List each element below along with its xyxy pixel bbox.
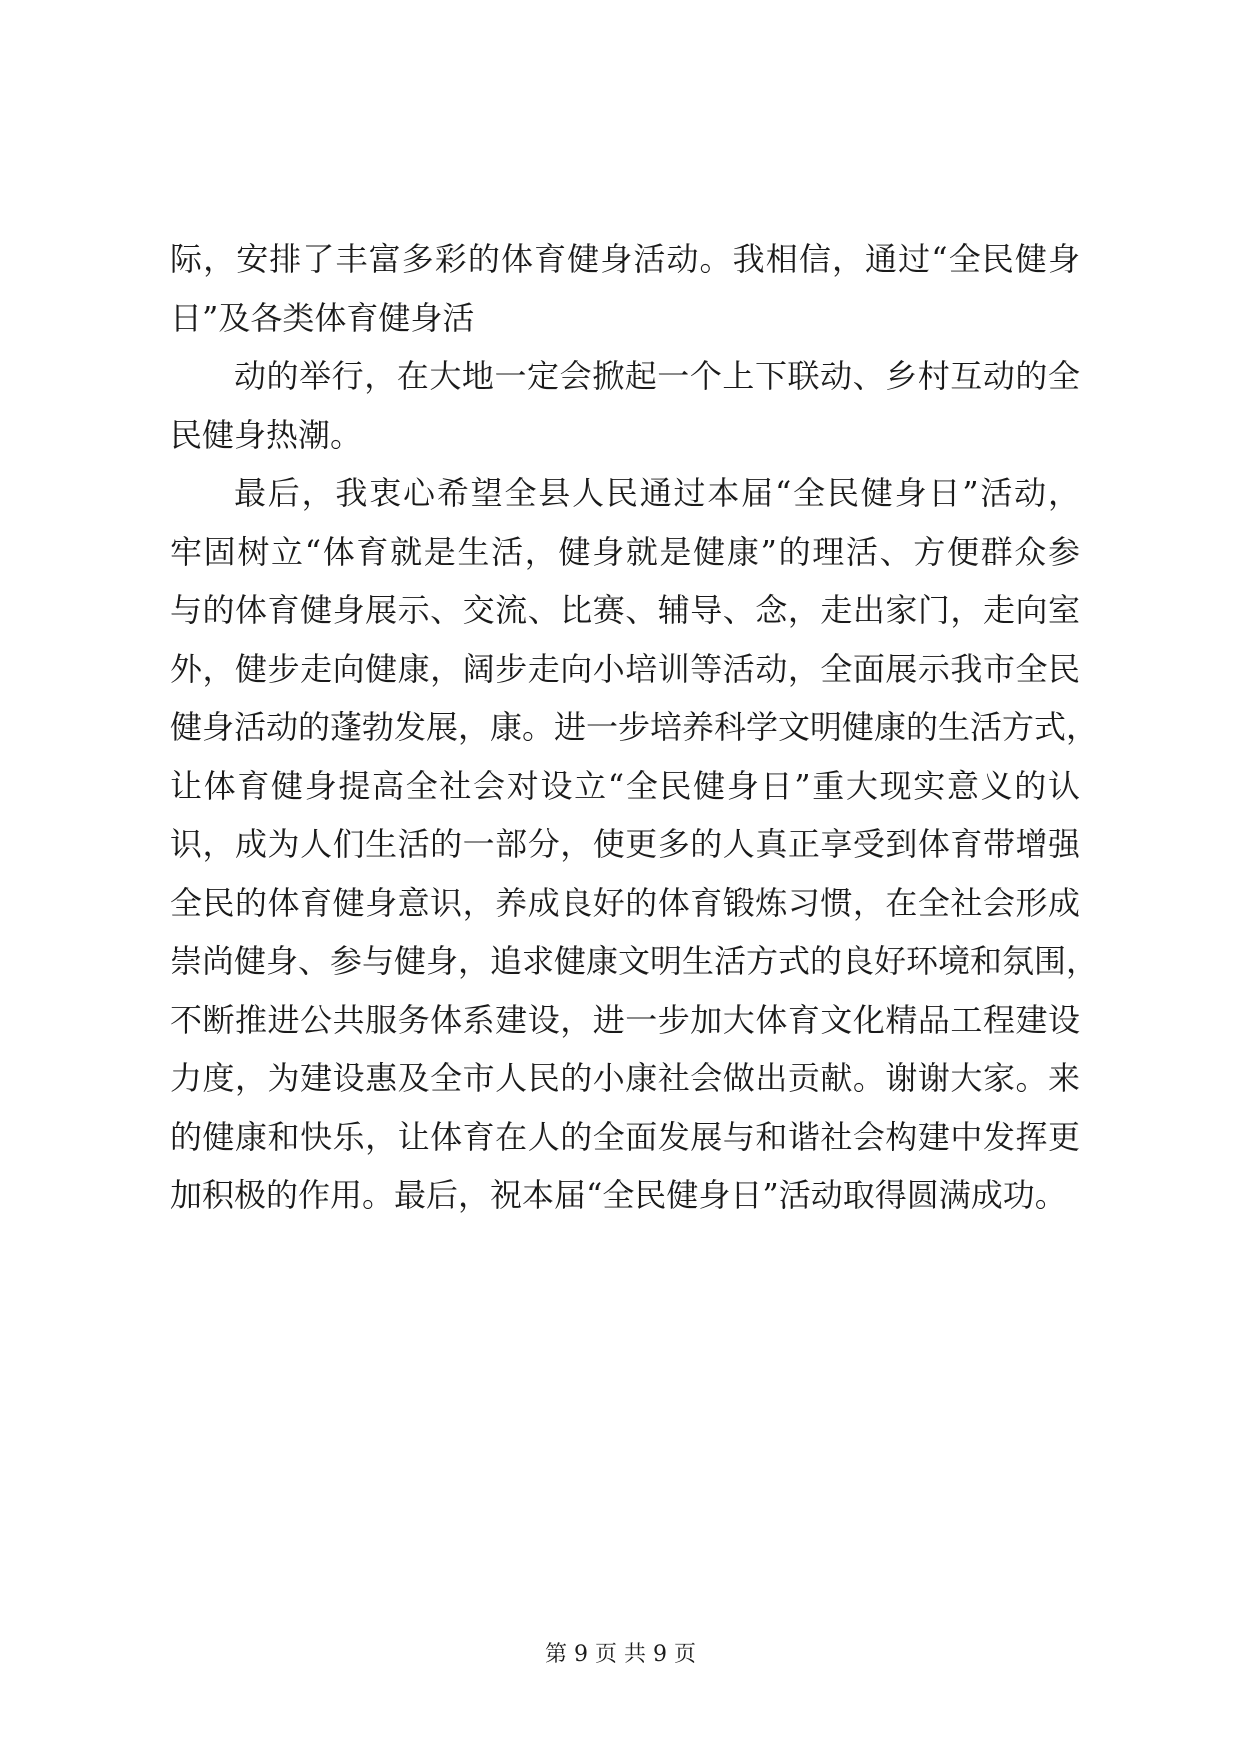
text-line: 民健身热潮。 (170, 415, 363, 454)
text-line: 最后，我衷心希望全县人民通过本届“全民健身日”活动， (234, 474, 1080, 512)
text-line: 与的体育健身展示、交流、比赛、辅导、念，走出家门，走向室 (170, 591, 1080, 629)
text-line: 识，成为人们生活的一部分，使更多的人真正享受到体育带增强 (170, 825, 1080, 863)
text-line: 全民的体育健身意识，养成良好的体育锻炼习惯，在全社会形成 (170, 883, 1080, 922)
text-line: 牢固树立“体育就是生活，健身就是健康”的理活、方便群众参 (170, 532, 1080, 571)
text-line: 让体育健身提高全社会对设立“全民健身日”重大现实意义的认 (170, 766, 1080, 805)
text-line: 的健康和快乐，让体育在人的全面发展与和谐社会构建中发挥更 (170, 1117, 1080, 1156)
text-line: 不断推进公共服务体系建设，进一步加大体育文化精品工程建设 (170, 1000, 1080, 1039)
text-line: 健身活动的蓬勃发展，康。进一步培养科学文明健康的生活方式， (170, 708, 1099, 746)
text-line: 外，健步走向健康，阔步走向小培训等活动，全面展示我市全民 (170, 649, 1080, 688)
text-line: 动的举行，在大地一定会掀起一个上下联动、乡村互动的全 (234, 357, 1080, 395)
text-line: 际，安排了丰富多彩的体育健身活动。我相信，通过“全民健身 (170, 240, 1080, 278)
body-text (170, 230, 1099, 1225)
text-line: 崇尚健身、参与健身，追求健康文明生活方式的良好环境和氛围， (170, 942, 1099, 980)
page-number-footer: 第 9 页 共 9 页 (545, 1642, 696, 1667)
text-line: 加积极的作用。最后，祝本届“全民健身日”活动取得圆满成功。 (170, 1176, 1067, 1214)
text-line: 力度，为建设惠及全市人民的小康社会做出贡献。谢谢大家。来 (170, 1059, 1080, 1097)
text-line: 日”及各类体育健身活 (170, 298, 475, 337)
